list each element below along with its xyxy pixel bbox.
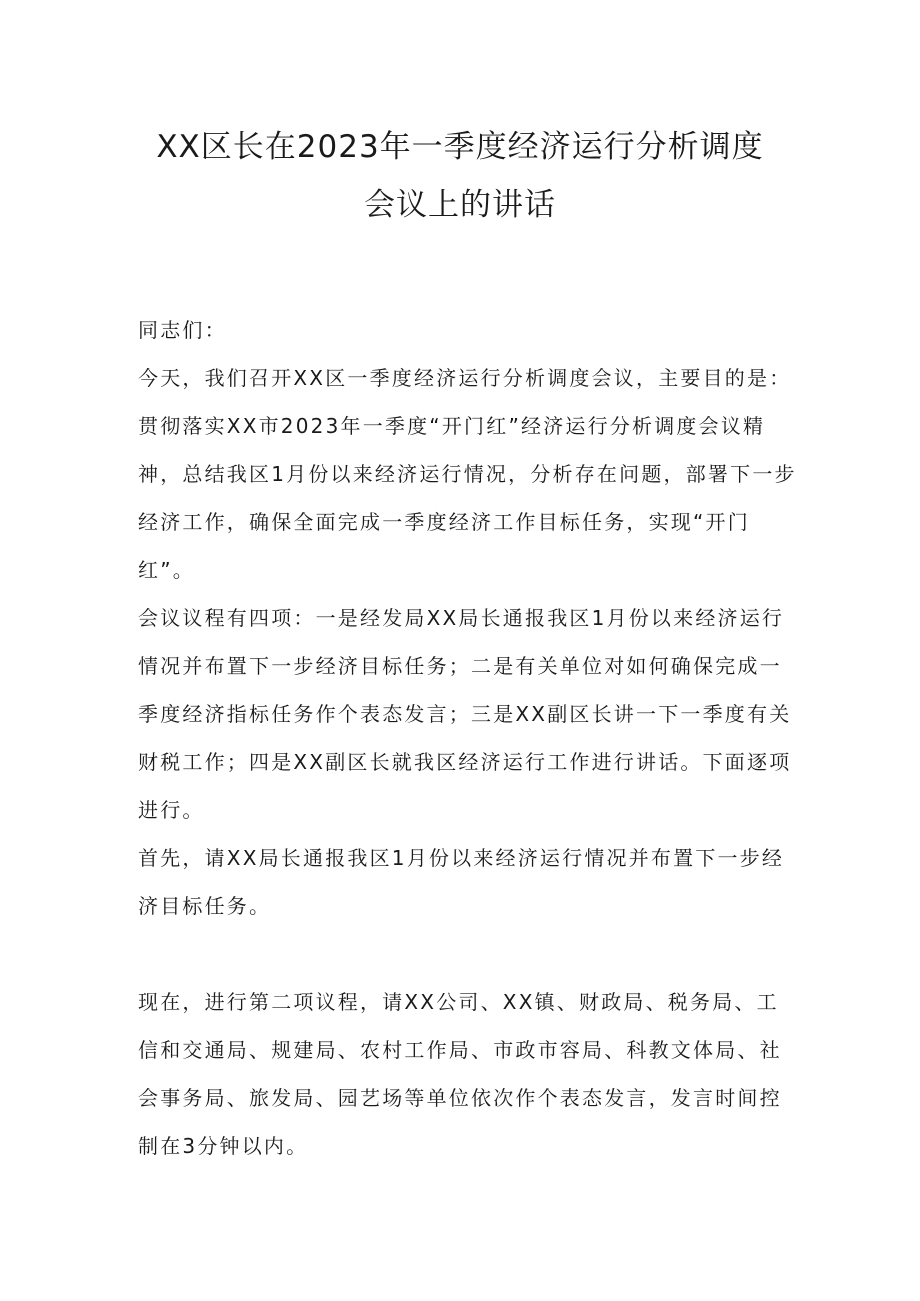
greeting: 同志们： xyxy=(138,318,227,342)
paragraph-first-item: 首先，请XX局长通报我区1月份以来经济运行情况并布置下一步经济目标任务。 xyxy=(138,846,785,918)
document-title-line-1: XX区长在2023年一季度经济运行分析调度 xyxy=(156,129,764,165)
paragraph-agenda: 会议议程有四项：一是经发局XX局长通报我区1月份以来经济运行情况并布置下一步经济目标任务；二是有关单位对如何确保完成一季度经济指标任务作个表态发言；三是XX副区长讲一下一季度有关财税工作；四是XX副区长就我区经济运行工作进行讲话。下面逐项进行。 xyxy=(138,606,792,822)
paragraph-opening: 今天，我们召开XX区一季度经济运行分析调度会议，主要目的是：贯彻落实XX市2023年一季度“开门红”经济运行分析调度会议精神，总结我区1月份以来经济运行情况，分析存在问题，部署下一步经济工作，确保全面完成一季度经济工作目标任务，实现“开门红”。 xyxy=(138,366,797,582)
document-title-line-2: 会议上的讲话 xyxy=(364,187,556,223)
paragraph-second-item: 现在，进行第二项议程，请XX公司、XX镇、财政局、税务局、工信和交通局、规建局、农村工作局、市政市容局、科教文体局、社会事务局、旅发局、园艺场等单位依次作个表态发言，发言时间控制在3分钟以内。 xyxy=(138,990,782,1158)
